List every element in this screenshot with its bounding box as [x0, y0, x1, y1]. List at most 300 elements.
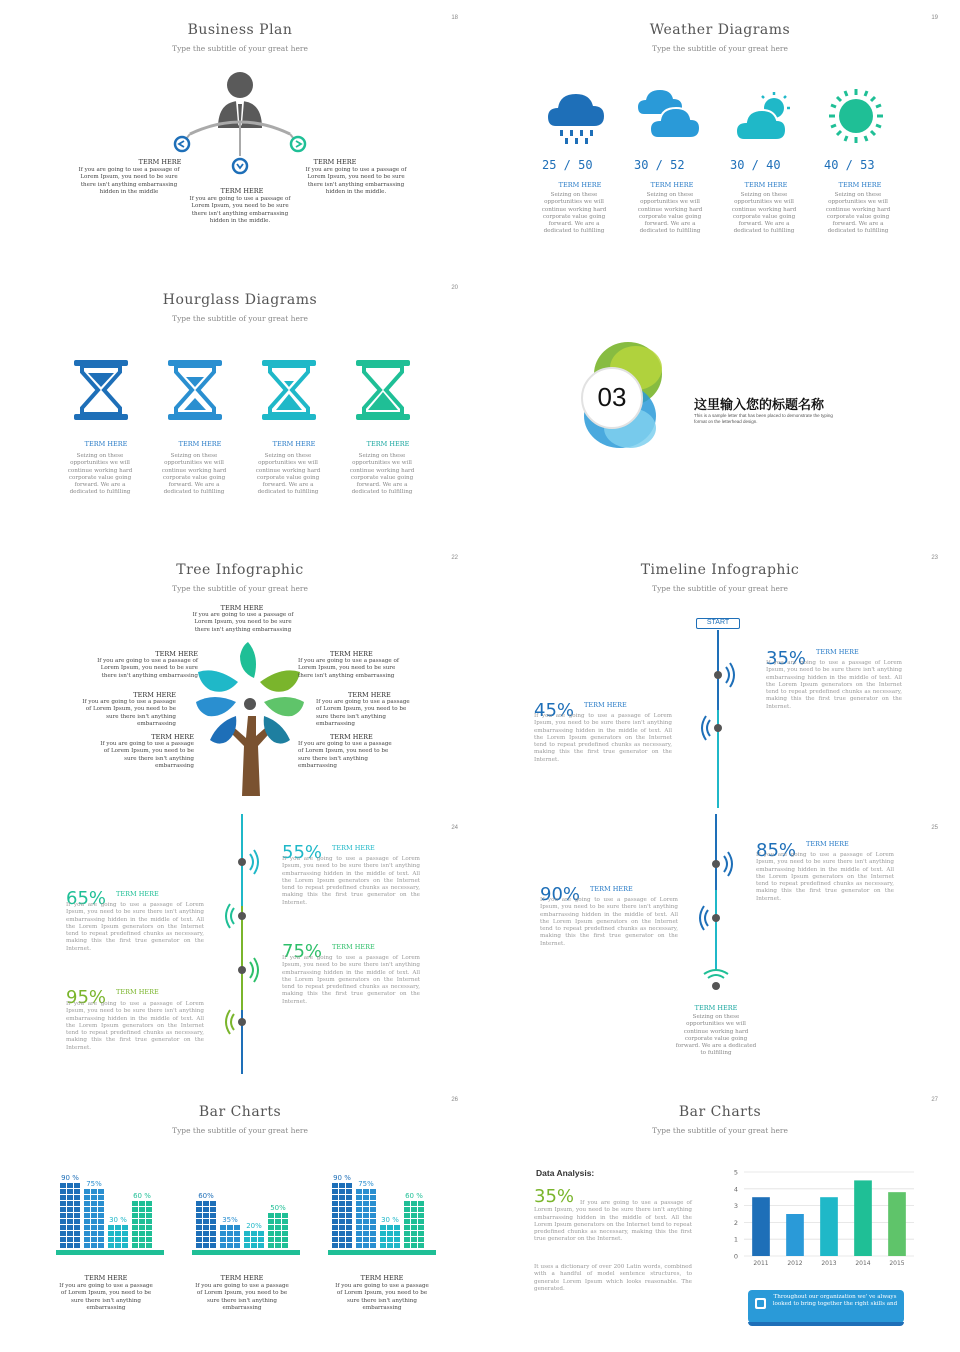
term-label: TERM HERE — [138, 158, 182, 166]
bar-block — [387, 1225, 393, 1230]
bar-block — [132, 1219, 138, 1224]
bar-value-label: 35% — [222, 1216, 238, 1224]
term-label: TERM HERE — [313, 158, 357, 166]
percent-value: 75% — [282, 941, 323, 962]
arrow-left-icon — [175, 137, 189, 151]
term-text: If you are going to use a passage of Lorem Ipsum, you need to be sure there isn't anything embarrassing hidden in the middle. — [189, 196, 291, 224]
arrow-right-icon — [291, 137, 305, 151]
bar-block — [370, 1201, 376, 1206]
percent-value: 65% — [66, 888, 107, 909]
bar-block — [84, 1213, 90, 1218]
slide-title: Bar Charts — [678, 1104, 762, 1120]
bar-block — [370, 1243, 376, 1248]
bar-block — [74, 1231, 80, 1236]
bar-block — [346, 1237, 352, 1242]
bar-block — [210, 1207, 216, 1212]
page-number: 25 — [931, 825, 938, 831]
bar-block — [370, 1195, 376, 1200]
bar-block — [196, 1207, 202, 1212]
term-label: TERM HERE — [272, 440, 316, 448]
bar-block — [203, 1213, 209, 1218]
bar-block — [84, 1219, 90, 1224]
bar-block — [91, 1189, 97, 1194]
bar-block — [115, 1243, 121, 1248]
bar-block — [346, 1183, 352, 1188]
bar-block — [268, 1231, 274, 1236]
bar-block — [387, 1243, 393, 1248]
bar-block — [411, 1207, 417, 1212]
bar-block — [282, 1213, 288, 1218]
term-label: TERM HERE — [330, 650, 373, 658]
bar-block — [370, 1189, 376, 1194]
bar-block — [220, 1237, 226, 1242]
slide-subtitle: Type the subtitle of your great here — [652, 1126, 788, 1135]
bar-block — [234, 1237, 240, 1242]
bar-block — [363, 1213, 369, 1218]
bar-block — [67, 1231, 73, 1236]
bar-block — [132, 1231, 138, 1236]
analysis-text-2: It uses a dictionary of over 200 Latin words, combined with a handful of model sentence structures, to generate Lorem Ipsum which looks reasonable. The generated. — [534, 1264, 692, 1292]
bar-block — [404, 1225, 410, 1230]
term-text: If you are going to use a passage of Lorem Ipsum, you need to be sure there isn't anything embarrassing — [316, 699, 410, 727]
bar-block — [60, 1237, 66, 1242]
slide-weather-diagrams — [480, 0, 960, 268]
bar-block — [418, 1219, 424, 1224]
bar-block — [146, 1201, 152, 1206]
term-label: TERM HERE — [360, 1274, 404, 1282]
bar-block — [370, 1213, 376, 1218]
term-text: If you are going to use a passage of Lorem Ipsum, you need to be sure there isn't anything embarrassing hidden in the middle of text. All the Lorem Ipsum generators on the Internet tend to repeat predefined chunks as necessary, making this the first true generator on the Internet. — [282, 955, 420, 1005]
slide-title: Timeline Infographic — [640, 562, 800, 578]
slide-subtitle: Type the subtitle of your great here — [172, 1126, 308, 1135]
bar-block — [74, 1201, 80, 1206]
hourglass-icon — [356, 360, 410, 420]
bar-block — [356, 1237, 362, 1242]
term-label: TERM HERE — [694, 1004, 738, 1012]
bar-block — [67, 1207, 73, 1212]
bar-value-label: 30 % — [109, 1216, 127, 1224]
bar-block — [282, 1243, 288, 1248]
slide-title: Tree Infographic — [176, 562, 304, 578]
bar-block — [196, 1243, 202, 1248]
bar-block — [332, 1237, 338, 1242]
page-number: 18 — [451, 15, 458, 21]
person-icon — [218, 72, 262, 128]
bar-block — [404, 1219, 410, 1224]
analysis-title: Data Analysis: — [536, 1168, 595, 1178]
bar-block — [404, 1213, 410, 1218]
bar-value-label: 50% — [270, 1204, 286, 1212]
bar — [888, 1192, 906, 1256]
bar-block — [60, 1219, 66, 1224]
bar-block — [339, 1231, 345, 1236]
bar-block — [332, 1213, 338, 1218]
bar-block — [74, 1195, 80, 1200]
bar-block — [356, 1213, 362, 1218]
weather-value: 30 / 52 — [634, 158, 685, 172]
term-text: If you are going to use a passage of Lorem Ipsum, you need to be sure there isn't anything embarrassing — [97, 658, 198, 679]
bar-block — [356, 1219, 362, 1224]
term-text: If you are going to use a passage of Lorem Ipsum, you need to be sure there isn't anything embarrassing — [298, 658, 399, 679]
bar-block — [411, 1201, 417, 1206]
bar-block — [380, 1225, 386, 1230]
bar-block — [394, 1243, 400, 1248]
slide-hourglass-diagrams — [0, 270, 480, 538]
term-text: If you are going to use a passage of Lorem Ipsum, you need to be sure there isn't anything embarrassing — [335, 1283, 429, 1311]
bar-block — [251, 1237, 257, 1242]
bar-block — [282, 1231, 288, 1236]
bar-block — [258, 1237, 264, 1242]
bar-block — [196, 1231, 202, 1236]
slide-subtitle: Type the subtitle of your great here — [172, 44, 308, 53]
bar-block — [220, 1231, 226, 1236]
bar-block — [258, 1243, 264, 1248]
bar-block — [60, 1225, 66, 1230]
slide-title: Weather Diagrams — [649, 22, 791, 38]
term-text: Seizing on these opportunities we will continue working hard corporate value going forward. We are a dedicated to fulfilling — [731, 192, 797, 235]
term-text: If you are going to use a passage of Lorem Ipsum, you need to be sure there isn't anything embarrassing hidden in the middle of text. All the Lorem Ipsum generators on the Internet tend to repeat predefined chunks as necessary, making this the first true generator on the Internet. — [756, 852, 894, 902]
term-label: TERM HERE — [816, 648, 859, 656]
bar-block — [84, 1231, 90, 1236]
bar-block — [332, 1231, 338, 1236]
term-label: TERM HERE — [178, 440, 222, 448]
bar-block — [98, 1237, 104, 1242]
slide-subtitle: Type the subtitle of your great here — [172, 314, 308, 323]
bar-block — [146, 1207, 152, 1212]
bar-block — [210, 1243, 216, 1248]
bar-block — [339, 1225, 345, 1230]
bar-block — [60, 1189, 66, 1194]
bar-block — [363, 1207, 369, 1212]
section-number: 03 — [597, 382, 627, 412]
bar-block — [339, 1183, 345, 1188]
section-title: 这里输入您的标题名称 — [694, 398, 825, 413]
bar-block — [98, 1207, 104, 1212]
bar-value-label: 20% — [246, 1222, 262, 1230]
bar-block — [91, 1225, 97, 1230]
bar — [786, 1214, 804, 1256]
term-text: Seizing on these opportunities we will continue working hard corporate value going forward. We are a dedicated to fulfilling — [541, 192, 607, 235]
term-text: If you are going to use a passage of Lorem Ipsum, you need to be sure there isn't anything embarrassing — [195, 1283, 289, 1311]
bar-block — [411, 1213, 417, 1218]
term-label: TERM HERE — [806, 840, 849, 848]
bar-block — [363, 1219, 369, 1224]
bar-block — [332, 1243, 338, 1248]
bar-block — [84, 1225, 90, 1230]
hourglass-icon — [262, 360, 316, 420]
bar-block — [339, 1219, 345, 1224]
bar-block — [394, 1237, 400, 1242]
bar-block — [203, 1225, 209, 1230]
term-text: Seizing on these opportunities we will continue working hard corporate value going forward. We are a dedicated to fulfilling — [349, 453, 415, 496]
bar-block — [91, 1243, 97, 1248]
section-desc: This is a sample letter that has been placed to demonstrate the typing format on the letterhead design. — [694, 413, 833, 424]
hourglass-icon — [168, 360, 222, 420]
note-box — [748, 1290, 904, 1323]
bar-block — [139, 1231, 145, 1236]
bar-block — [244, 1237, 250, 1242]
term-text: If you are going to use a passage of Lorem Ipsum, you need to be sure there isn't anything embarrassing — [298, 741, 392, 769]
term-label: TERM HERE — [650, 181, 694, 189]
bar-block — [346, 1195, 352, 1200]
bar-block — [210, 1237, 216, 1242]
bar-block — [339, 1189, 345, 1194]
term-label: TERM HERE — [584, 701, 627, 709]
term-text: If you are going to use a passage of Lorem Ipsum, you need to be sure there isn't anything embarrassing — [82, 699, 176, 727]
bar-block — [91, 1195, 97, 1200]
bar-block — [227, 1243, 233, 1248]
bar-block — [108, 1231, 114, 1236]
bar-block — [203, 1201, 209, 1206]
bar-block — [332, 1183, 338, 1188]
percent-value: 90% — [540, 884, 581, 905]
bar-block — [139, 1219, 145, 1224]
bar-block — [74, 1213, 80, 1218]
bar-block — [363, 1189, 369, 1194]
bar-block — [67, 1225, 73, 1230]
bar-value-label: 75% — [86, 1180, 102, 1188]
bar-block — [84, 1237, 90, 1242]
term-text: If you are going to use a passage of Lorem Ipsum, you need to be sure there isn't anything embarrassing hidden in the middle of text. All the Lorem Ipsum generators on the Internet tend to repeat predefined chunks as necessary, making this the first true generator on the Internet. — [540, 897, 678, 947]
bar-value-label: 60% — [198, 1192, 214, 1200]
bar-block — [203, 1231, 209, 1236]
bar-block — [91, 1201, 97, 1206]
bar-block — [84, 1195, 90, 1200]
bar-block — [203, 1237, 209, 1242]
bar-block — [122, 1225, 128, 1230]
bar-block — [404, 1201, 410, 1206]
term-label: TERM HERE — [838, 181, 882, 189]
bar-block — [258, 1231, 264, 1236]
slide-tree-infographic — [0, 540, 480, 808]
bar-block — [380, 1231, 386, 1236]
bar-block — [196, 1213, 202, 1218]
bar-block — [418, 1225, 424, 1230]
bar-block — [387, 1237, 393, 1242]
bar-block — [363, 1237, 369, 1242]
term-text: If you are going to use a passage of Lorem Ipsum, you need to be sure there isn't anything embarrassing — [192, 612, 294, 633]
bar-block — [234, 1225, 240, 1230]
bar-block — [74, 1183, 80, 1188]
bar-block — [139, 1201, 145, 1206]
bar-block — [275, 1225, 281, 1230]
bar-block — [108, 1243, 114, 1248]
slide-percent-timeline-green — [0, 810, 480, 1078]
bar-block — [91, 1207, 97, 1212]
chart-baseline — [56, 1250, 164, 1255]
bar-block — [363, 1225, 369, 1230]
tree-icon — [196, 636, 308, 796]
page-number: 23 — [931, 555, 938, 561]
bar-block — [84, 1243, 90, 1248]
bar-block — [356, 1201, 362, 1206]
bar-block — [227, 1231, 233, 1236]
page-number: 20 — [451, 285, 458, 291]
timeline-line — [692, 810, 742, 1000]
bar-block — [60, 1243, 66, 1248]
bar-block — [108, 1237, 114, 1242]
y-tick-label: 2 — [733, 1218, 738, 1227]
bar-block — [132, 1201, 138, 1206]
slide-subtitle: Type the subtitle of your great here — [652, 44, 788, 53]
bar-block — [98, 1195, 104, 1200]
bar-block — [346, 1207, 352, 1212]
term-text: If you are going to use a passage of Lorem Ipsum, you need to be sure there isn't anything embarrassing hidden in the middle of text. All the Lorem Ipsum generators on the Internet tend to repeat predefined chunks as necessary, making this the first true generator on the Internet. — [66, 1001, 204, 1051]
bar-block — [60, 1183, 66, 1188]
bar-block — [282, 1225, 288, 1230]
bar-block — [251, 1231, 257, 1236]
bar-block — [332, 1225, 338, 1230]
bar-block — [91, 1231, 97, 1236]
bar-block — [394, 1231, 400, 1236]
bar-block — [196, 1219, 202, 1224]
term-label: TERM HERE — [348, 691, 391, 699]
term-label: TERM HERE — [84, 440, 128, 448]
bar-block — [84, 1189, 90, 1194]
bar-block — [363, 1243, 369, 1248]
bar-block — [404, 1231, 410, 1236]
bar-block — [251, 1243, 257, 1248]
bar-block — [404, 1207, 410, 1212]
bar-block — [196, 1225, 202, 1230]
timeline-line — [218, 810, 268, 1078]
bar-block — [67, 1219, 73, 1224]
bar-block — [60, 1201, 66, 1206]
slide-timeline-infographic — [480, 540, 960, 808]
bar-block — [74, 1225, 80, 1230]
bar-block — [418, 1213, 424, 1218]
bar-block — [132, 1237, 138, 1242]
bar-block — [411, 1225, 417, 1230]
bar-block — [60, 1231, 66, 1236]
term-label: TERM HERE — [366, 440, 410, 448]
bar-block — [74, 1207, 80, 1212]
bar-block — [146, 1213, 152, 1218]
bar-block — [394, 1225, 400, 1230]
bar-block — [234, 1231, 240, 1236]
bar-value-label: 90 % — [333, 1174, 351, 1182]
term-label: TERM HERE — [590, 885, 633, 893]
term-text: If you are going to use a passage of Lorem Ipsum, you need to be sure there isn't anything embarrassing hidden in the middle — [78, 167, 180, 195]
bar-block — [339, 1201, 345, 1206]
bar-block — [268, 1225, 274, 1230]
weather-value: 25 / 50 — [542, 158, 593, 172]
bar-block — [332, 1189, 338, 1194]
y-tick-label: 3 — [733, 1202, 738, 1211]
percent-value: 35% — [766, 648, 807, 669]
bar-block — [268, 1237, 274, 1242]
sun-icon — [828, 88, 884, 144]
y-tick-label: 5 — [733, 1168, 738, 1177]
bar-block — [220, 1225, 226, 1230]
bar-block — [115, 1225, 121, 1230]
bar-block — [356, 1207, 362, 1212]
bar-block — [146, 1225, 152, 1230]
term-label: TERM HERE — [155, 650, 198, 658]
bar-block — [332, 1195, 338, 1200]
block-bar-chart — [328, 1160, 436, 1262]
bar-block — [346, 1231, 352, 1236]
bar-block — [339, 1237, 345, 1242]
bar-block — [139, 1213, 145, 1218]
x-tick-label: 2013 — [821, 1260, 837, 1267]
bar-block — [380, 1243, 386, 1248]
bar-block — [275, 1213, 281, 1218]
start-label: START — [696, 618, 740, 629]
bar-block — [132, 1207, 138, 1212]
bar-block — [339, 1207, 345, 1212]
term-text: If you are going to use a passage of Lorem Ipsum, you need to be sure there isn't anything embarrassing hidden in the middle of text. All the Lorem Ipsum generators on the Internet tend to repeat predefined chunks as necessary, making this the first true generator on the Internet. — [282, 856, 420, 906]
bar-block — [115, 1237, 121, 1242]
bar-block — [98, 1201, 104, 1206]
percent-value: 55% — [282, 842, 323, 863]
bar-block — [210, 1231, 216, 1236]
bar-block — [404, 1237, 410, 1242]
bar-block — [356, 1195, 362, 1200]
y-tick-label: 0 — [733, 1252, 738, 1261]
bar-block — [210, 1213, 216, 1218]
bar-block — [115, 1231, 121, 1236]
term-text: Seizing on these opportunities we will continue working hard corporate value going forward. We are a dedicated to fulfilling — [637, 192, 703, 235]
bar-block — [74, 1189, 80, 1194]
term-label: TERM HERE — [332, 844, 375, 852]
bar-block — [91, 1237, 97, 1242]
bar-block — [60, 1213, 66, 1218]
bar-block — [275, 1231, 281, 1236]
bar-block — [356, 1225, 362, 1230]
bar-block — [132, 1225, 138, 1230]
bar-block — [122, 1237, 128, 1242]
bar-block — [74, 1243, 80, 1248]
bar-block — [418, 1237, 424, 1242]
bar-block — [244, 1243, 250, 1248]
slide-title: Business Plan — [187, 22, 293, 38]
x-tick-label: 2014 — [855, 1260, 871, 1267]
bar-block — [60, 1195, 66, 1200]
term-text: Seizing on these opportunities we will continue working hard corporate value going forward. We are a dedicated to fulfilling — [675, 1014, 757, 1057]
bar-block — [210, 1219, 216, 1224]
bar-block — [98, 1219, 104, 1224]
term-text: If you are going to use a passage of Lorem Ipsum, you need to be sure there isn't anything embarrassing — [100, 741, 194, 769]
slide-subtitle: Type the subtitle of your great here — [652, 584, 788, 593]
bar-chart — [726, 1164, 920, 1272]
bar-block — [282, 1237, 288, 1242]
bar-block — [122, 1231, 128, 1236]
page-number: 27 — [931, 1097, 938, 1103]
bar-block — [380, 1237, 386, 1242]
bar-block — [356, 1189, 362, 1194]
term-label: TERM HERE — [558, 181, 602, 189]
term-label: TERM HERE — [744, 181, 788, 189]
bar-value-label: 60 % — [133, 1192, 151, 1200]
bar-block — [67, 1201, 73, 1206]
analysis-percent: 35% — [534, 1186, 575, 1207]
note-text: Throughout our organization we' ve always looked to bring together the right skills and — [772, 1294, 898, 1307]
term-text: Seizing on these opportunities we will continue working hard corporate value going forward. We are a dedicated to fulfilling — [161, 453, 227, 496]
bar-block — [363, 1195, 369, 1200]
percent-value: 45% — [534, 700, 575, 721]
term-text: If you are going to use a passage of Lorem Ipsum, you need to be sure there isn't anything embarrassing — [59, 1283, 153, 1311]
term-text: If you are going to use a passage of Lorem Ipsum, you need to be sure there isn't anything embarrassing hidden in the middle. — [305, 167, 407, 195]
x-tick-label: 2012 — [787, 1260, 803, 1267]
bar-block — [84, 1201, 90, 1206]
bar-block — [346, 1189, 352, 1194]
bar-block — [244, 1231, 250, 1236]
bar-block — [411, 1219, 417, 1224]
bar-block — [387, 1231, 393, 1236]
bar-block — [132, 1243, 138, 1248]
bar-block — [139, 1237, 145, 1242]
